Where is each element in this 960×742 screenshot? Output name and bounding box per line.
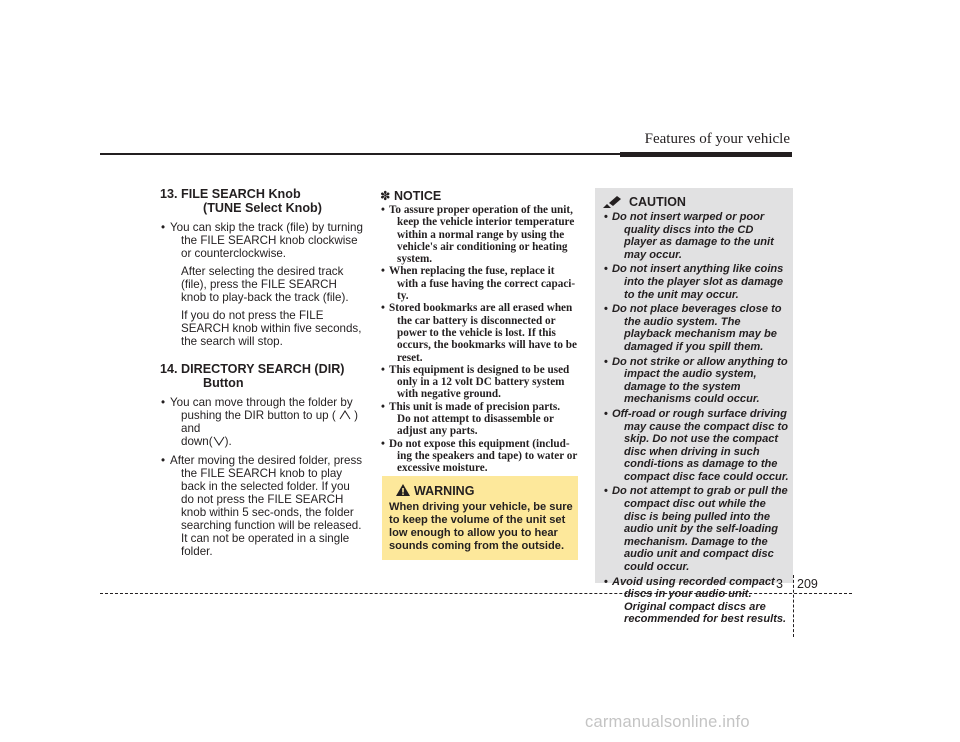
- item-rest: the audio system. The playback mechanism may be damaged if you spill them.: [624, 315, 777, 353]
- warning-title: WARNING: [414, 484, 475, 498]
- section-13-title: [160, 187, 365, 215]
- notice-item: [380, 265, 580, 302]
- notice-item: [380, 302, 580, 363]
- caution-item: [604, 263, 789, 301]
- warning-header: [396, 484, 474, 498]
- caution-item: [604, 408, 789, 484]
- bullet-rest: the FILE SEARCH knob clockwise or counterclockwise.: [181, 234, 358, 260]
- section-13-bullet: [160, 221, 365, 260]
- notice-item: [380, 438, 580, 475]
- section-14-title-line1: 14. DIRECTORY SEARCH (DIR): [160, 362, 345, 376]
- item-first: Do not place beverages close to: [612, 303, 782, 316]
- column-left: [160, 187, 365, 558]
- section-13-title-line2: (TUNE Select Knob): [203, 201, 322, 215]
- bullet-rest-d: ).: [224, 435, 232, 448]
- notice-title-text: NOTICE: [393, 189, 442, 203]
- section-13-para-2: If you do not press the FILE SEARCH knob within five seconds, the search will stop.: [181, 309, 362, 348]
- item-first: Off-road or rough surface driving: [612, 407, 787, 420]
- caution-item: [604, 485, 789, 573]
- caution-item: [604, 356, 789, 406]
- caution-pencil-icon: [603, 196, 623, 208]
- item-rest: discs in your audio unit. Original compact discs are recommended for best results.: [624, 588, 787, 626]
- item-rest: quality discs into the CD player as damage to the unit may occur.: [624, 223, 774, 261]
- item-rest: impact the audio system, damage to the system mechanisms could occur.: [624, 368, 760, 406]
- section-13-title-line1: 13. FILE SEARCH Knob: [160, 187, 301, 201]
- caution-item: [604, 576, 789, 626]
- item-rest: Do not attempt to disassemble or adjust any parts.: [397, 413, 554, 438]
- item-rest: the car battery is disconnected or power to the vehicle is lost. If this occurs, the bookmarks will have to be reset.: [397, 314, 577, 364]
- chapter-number: 3: [776, 577, 783, 591]
- header-bar: [620, 152, 792, 157]
- item-rest: compact disc out while the disc is being pulled into the audio unit by the self-loading mechanism. Damage to the audio unit and compact disc could occur.: [624, 498, 779, 574]
- item-first: When replacing the fuse, replace it: [389, 265, 555, 278]
- bullet-rest: the FILE SEARCH knob to play back in the selected folder. If you do not press the FILE SEARCH knob within 5 sec-onds, the folder searching function will be released. It can not be operated in a single folder.: [181, 467, 362, 558]
- notice-item: [380, 401, 580, 438]
- item-first: To assure proper operation of the unit,: [389, 204, 573, 216]
- warning-triangle-icon: [396, 484, 410, 496]
- item-rest: may cause the compact disc to skip. Do not use the compact disc when driving in such condi-tions as damage to the compact disc face could occur.: [624, 420, 789, 483]
- item-first: Stored bookmarks are all erased when: [389, 302, 573, 315]
- page-number: 209: [797, 577, 818, 591]
- notice-title: [380, 188, 580, 203]
- section-14-bullet-2: [160, 454, 365, 558]
- item-first: Do not insert anything like coins: [612, 263, 784, 276]
- bullet-rest-c: down(: [181, 435, 213, 448]
- caution-list: [604, 211, 789, 628]
- caution-item: [604, 303, 789, 353]
- item-first: Do not expose this equipment (includ-: [389, 437, 570, 450]
- item-first: Avoid using recorded compact: [612, 575, 775, 588]
- watermark[interactable]: carmanualsonline.info: [585, 713, 750, 731]
- warning-box: [382, 476, 578, 560]
- bullet-rest-a: pushing the DIR button to up (: [181, 409, 336, 422]
- caution-box: [595, 188, 793, 626]
- notice-star-icon: ✽: [380, 189, 391, 203]
- item-first: Do not insert warped or poor: [612, 211, 765, 223]
- item-first: This equipment is designed to be used: [389, 363, 570, 376]
- item-first: Do not strike or allow anything to: [612, 355, 788, 368]
- item-rest: keep the vehicle interior temperature within a normal range by using the vehicle's air conditioning or heating system.: [397, 216, 575, 266]
- section-14-title: [160, 362, 365, 390]
- bullet-rest: [170, 409, 365, 448]
- warning-text: When driving your vehicle, be sure to keep the volume of the unit set low enough to allow you to hear sounds coming from the outside.: [389, 501, 573, 552]
- item-first: Do not attempt to grab or pull the: [612, 485, 788, 498]
- notice-item: [380, 204, 580, 265]
- bullet-rest-b: ) and: [181, 409, 359, 435]
- bullet-first-line: • You can skip the track (file) by turning: [170, 221, 363, 234]
- caution-title: CAUTION: [629, 195, 686, 209]
- down-arrow-icon: [213, 436, 225, 446]
- bullet-first-line: • You can move through the folder by: [170, 396, 353, 409]
- caution-header: [603, 195, 686, 209]
- item-rest: only in a 12 volt DC battery system with negative ground.: [397, 376, 565, 401]
- caution-item: [604, 211, 789, 261]
- section-13-para-1: After selecting the desired track (file), press the FILE SEARCH knob to play-back the track (file).: [181, 265, 349, 304]
- item-rest: ing the speakers and tape) to water or excessive moisture.: [397, 449, 578, 475]
- section-14-title-line2: Button: [203, 376, 244, 390]
- item-rest: into the player slot as damage to the unit may occur.: [624, 275, 784, 301]
- up-arrow-icon: [339, 410, 351, 420]
- notice-item: [380, 364, 580, 401]
- footer-dashed-rule: [100, 593, 852, 594]
- footer-vertical-dashed-rule: [793, 575, 794, 637]
- page-header-title: Features of your vehicle: [644, 131, 790, 147]
- item-rest: with a fuse having the correct capaci-ty.: [397, 277, 576, 303]
- notice-list: [380, 204, 580, 475]
- section-14-bullet-1: [160, 396, 365, 448]
- bullet-first-line: • After moving the desired folder, press: [170, 454, 363, 467]
- column-middle: [380, 188, 580, 475]
- item-first: This unit is made of precision parts.: [389, 400, 561, 413]
